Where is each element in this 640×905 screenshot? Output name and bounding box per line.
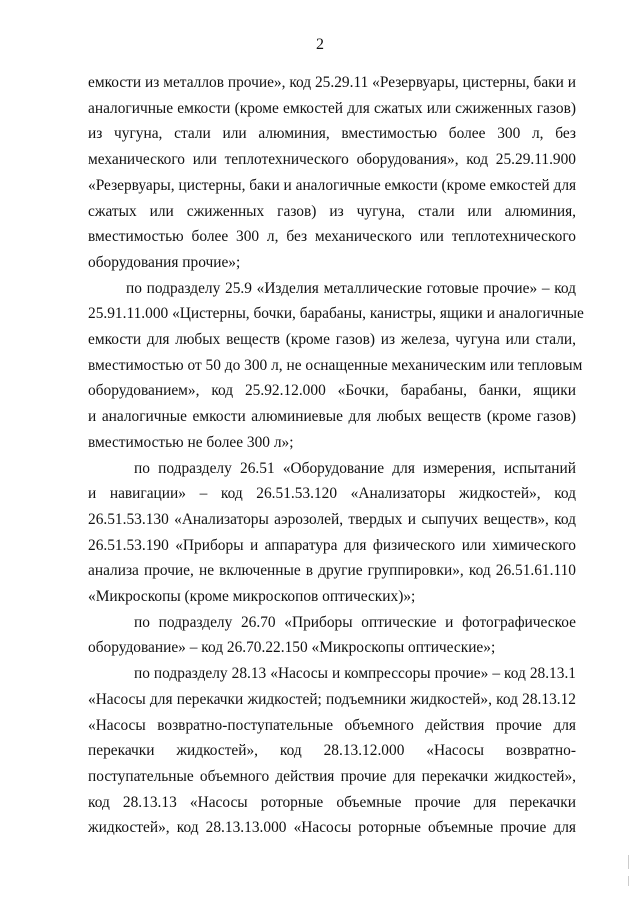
paragraph-line: вместимостью от 50 до 300 л, не оснащенные механическим или тепловым [88, 356, 583, 374]
paragraph-line: анализа прочие, не включенные в другие группировки», код 26.51.61.110 [88, 562, 576, 580]
paragraph-line: «Резервуары, цистерны, баки и аналогичные емкости (кроме емкостей для [88, 176, 577, 194]
paragraph-line: емкости для любых веществ (кроме газов) из железа, чугуна или стали, [88, 331, 576, 349]
paragraph-line: оборудованием», код 25.92.12.000 «Бочки, барабаны, банки, ящики [88, 382, 576, 400]
paragraph-line: 26.51.53.130 «Анализаторы аэрозолей, твердых и сыпучих веществ», код [88, 510, 576, 528]
paragraph-line: емкости из металлов прочие», код 25.29.11 «Резервуары, цистерны, баки и [88, 74, 576, 91]
paragraph-line: по подразделу 26.51 «Оборудование для измерения, испытаний [134, 459, 576, 477]
document-body [88, 70, 584, 841]
paragraph-line: оборудование» – код 26.70.22.150 «Микроскопы оптические»; [88, 639, 496, 657]
paragraph-line: перекачки жидкостей», код 28.13.12.000 «Насосы возвратно- [88, 742, 576, 760]
paragraph-line: аналогичные емкости (кроме емкостей для сжатых или сжиженных газов) [88, 99, 576, 117]
paragraph-line: по подразделу 26.70 «Приборы оптические и фотографическое [134, 613, 576, 631]
paragraph-5 [88, 661, 576, 841]
paragraph-line: из чугуна, стали или алюминия, вместимостью более 300 л, без [88, 125, 576, 143]
paragraph-2 [88, 276, 584, 456]
paragraph-line: вместимостью более 300 л, без механического или теплотехнического [88, 228, 576, 246]
paragraph-line: по подразделу 28.13 «Насосы и компрессоры прочие» – код 28.13.1 [134, 665, 576, 683]
paragraph-line: «Насосы для перекачки жидкостей; подъемники жидкостей», код 28.13.12 [88, 690, 576, 708]
paragraph-line: вместимостью не более 300 л»; [88, 433, 294, 451]
paragraph-line: «Насосы возвратно-поступательные объемного действия прочие для [88, 716, 576, 734]
page-number: 2 [316, 36, 324, 53]
paragraph-line: жидкостей», код 28.13.13.000 «Насосы роторные объемные прочие для [88, 819, 576, 837]
paragraph-4 [88, 610, 576, 661]
paragraph-line: механического или теплотехнического оборудования», код 25.29.11.900 [88, 151, 576, 169]
paragraph-line: поступательные объемного действия прочие для перекачки жидкостей», [88, 767, 576, 785]
scan-edge-mark [628, 876, 629, 886]
paragraph-line: код 28.13.13 «Насосы роторные объемные прочие для перекачки [88, 793, 576, 811]
paragraph-3 [88, 456, 576, 610]
paragraph-line: оборудования прочие»; [88, 253, 241, 271]
paragraph-line: сжатых или сжиженных газов) из чугуна, стали или алюминия, [88, 202, 576, 220]
paragraph-line: 25.91.11.000 «Цистерны, бочки, барабаны, канистры, ящики и аналогичные [88, 305, 584, 323]
paragraph-1 [88, 70, 576, 276]
paragraph-line: и аналогичные емкости алюминиевые для любых веществ (кроме газов) [88, 408, 576, 426]
paragraph-line: по подразделу 25.9 «Изделия металлические готовые прочие» – код [126, 279, 576, 297]
paragraph-line: и навигации» – код 26.51.53.120 «Анализаторы жидкостей», код [88, 485, 576, 503]
scan-edge-mark [628, 855, 629, 869]
paragraph-line: «Микроскопы (кроме микроскопов оптических)»; [88, 588, 416, 606]
paragraph-line: 26.51.53.190 «Приборы и аппаратура для физического или химического [88, 536, 576, 554]
